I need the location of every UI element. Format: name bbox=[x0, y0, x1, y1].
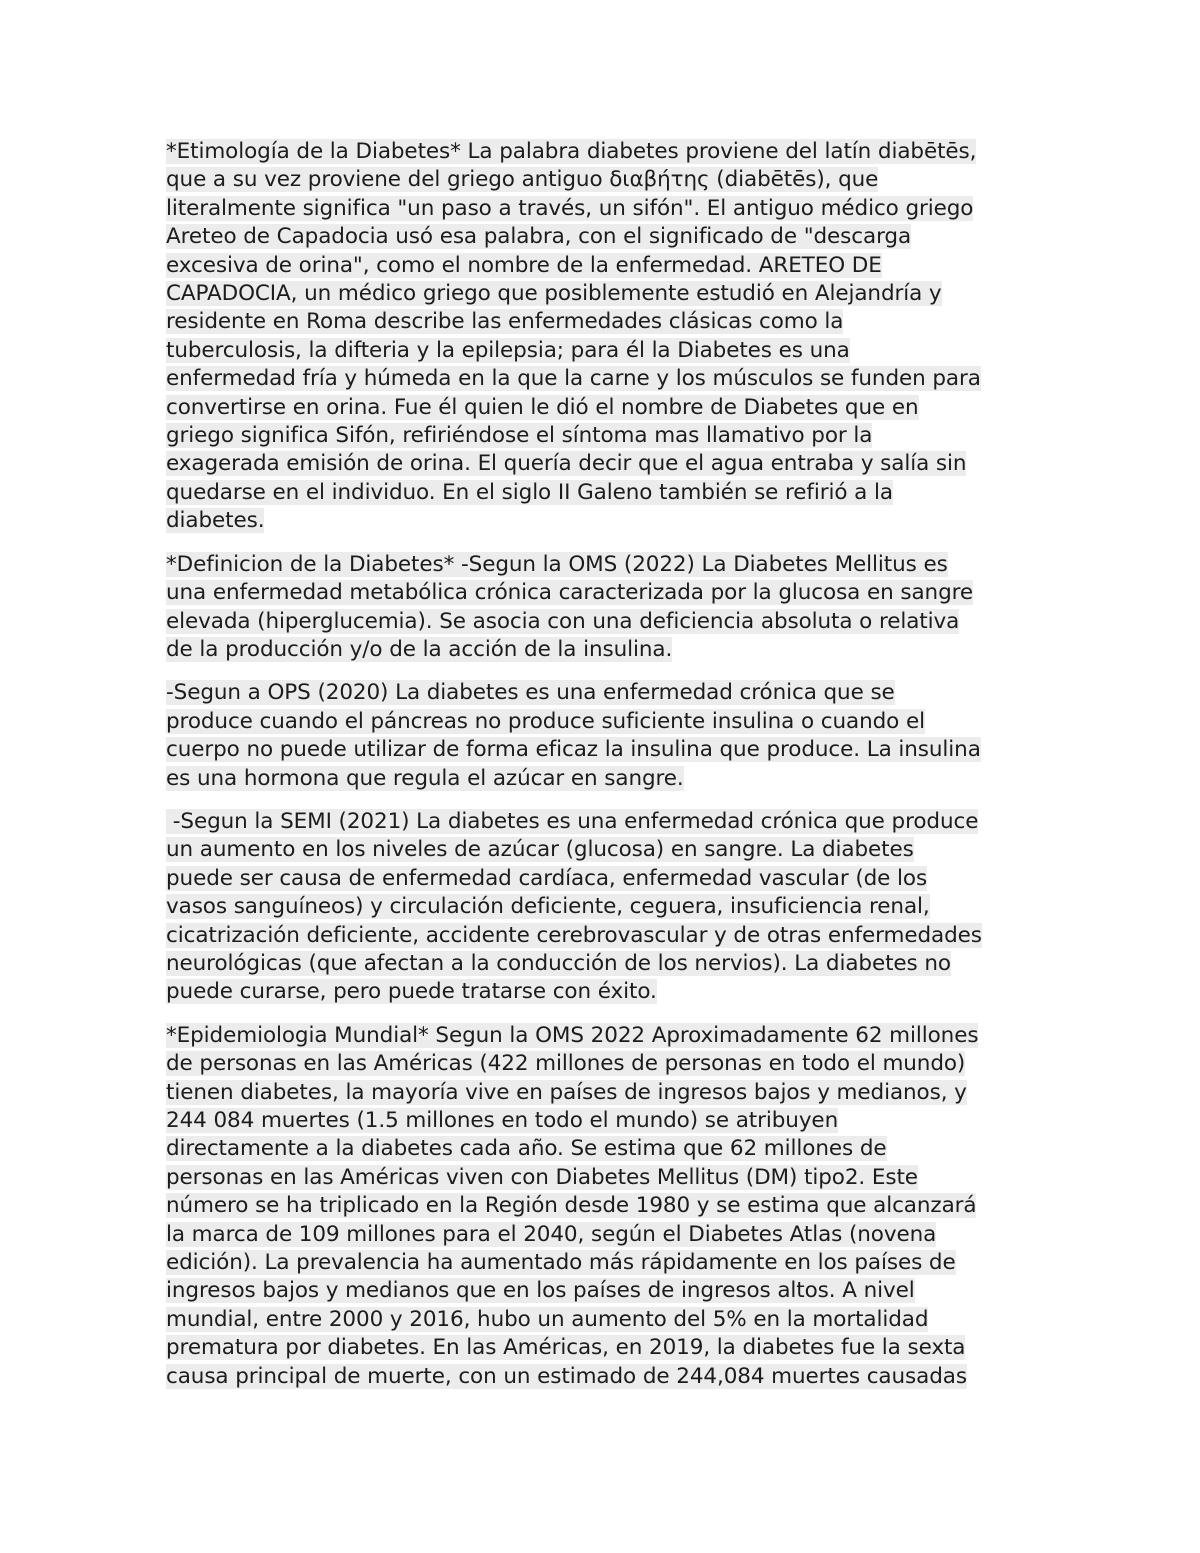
text-line: residente en Roma describe las enfermedades clásicas como la bbox=[166, 309, 844, 335]
text-line: convertirse en orina. Fue él quien le dió el nombre de Diabetes que en bbox=[166, 394, 919, 420]
text-line: ingresos bajos y medianos que en los países de ingresos altos. A nivel bbox=[166, 1278, 915, 1304]
text-line: un aumento en los niveles de azúcar (glucosa) en sangre. La diabetes bbox=[166, 837, 914, 863]
text-line: elevada (hiperglucemia). Se asocia con una deficiencia absoluta o relativa bbox=[166, 608, 960, 634]
text-line: tuberculosis, la difteria y la epilepsia; para él la Diabetes es una bbox=[166, 337, 850, 363]
text-line: 244 084 muertes (1.5 millones en todo el mundo) se atribuyen bbox=[166, 1108, 839, 1133]
paragraph-etimologia bbox=[166, 138, 1036, 536]
text-line: número se ha triplicado en la Región desde 1980 y se estima que alcanzará bbox=[166, 1193, 977, 1219]
text-line: CAPADOCIA, un médico griego que posiblemente estudió en Alejandría y bbox=[166, 281, 942, 307]
text-line: exagerada emisión de orina. El quería decir que el agua entraba y salía sin bbox=[166, 451, 967, 477]
text-line: prematura por diabetes. En las Américas, en 2019, la diabetes fue la sexta bbox=[166, 1335, 966, 1361]
text-line: excesiva de orina", como el nombre de la enfermedad. ARETEO DE bbox=[166, 252, 882, 278]
text-line: enfermedad fría y húmeda en la que la carne y los músculos se funden para bbox=[166, 366, 981, 392]
paragraph-definicion-ops bbox=[166, 679, 1036, 793]
text-line: cuerpo no puede utilizar de forma eficaz la insulina que produce. La insulina bbox=[166, 737, 981, 763]
text-line: -Segun a OPS (2020) La diabetes es una enfermedad crónica que se bbox=[166, 680, 895, 706]
text-line: una enfermedad metabólica crónica caracterizada por la glucosa en sangre bbox=[166, 580, 974, 606]
text-line: quedarse en el individuo. En el siglo II Galeno también se refirió a la bbox=[166, 479, 893, 505]
text-line: que a su vez proviene del griego antiguo διαβήτης (diabētēs), que bbox=[166, 167, 879, 193]
text-line: es una hormona que regula el azúcar en sangre. bbox=[166, 765, 684, 791]
text-line: de la producción y/o de la acción de la insulina. bbox=[166, 636, 673, 662]
text-line: vasos sanguíneos) y circulación deficiente, ceguera, insuficiencia renal, bbox=[166, 894, 930, 920]
text-line: de personas en las Américas (422 millones de personas en todo el mundo) bbox=[166, 1051, 966, 1077]
text-line: puede ser causa de enfermedad cardíaca, enfermedad vascular (de los bbox=[166, 865, 928, 891]
text-line: -Segun la SEMI (2021) La diabetes es una enfermedad crónica que produce bbox=[166, 808, 979, 834]
paragraph-definicion-oms bbox=[166, 551, 1036, 665]
text-line: *Epidemiologia Mundial* Segun la OMS 2022 Aproximadamente 62 millones bbox=[166, 1022, 979, 1048]
text-line: tienen diabetes, la mayoría vive en países de ingresos bajos y medianos, y bbox=[166, 1079, 967, 1105]
text-line: produce cuando el páncreas no produce suficiente insulina o cuando el bbox=[166, 708, 925, 734]
text-line: diabetes. bbox=[166, 508, 265, 534]
text-line: la marca de 109 millones para el 2040, según el Diabetes Atlas (novena bbox=[166, 1221, 937, 1247]
text-line: griego significa Sifón, refiriéndose el síntoma mas llamativo por la bbox=[166, 423, 873, 449]
text-line: mundial, entre 2000 y 2016, hubo un aumento del 5% en la mortalidad bbox=[166, 1306, 929, 1332]
text-line: neurológicas (que afectan a la conducción de los nervios). La diabetes no bbox=[166, 950, 951, 976]
document-body bbox=[166, 138, 1036, 1406]
paragraph-epidemiologia bbox=[166, 1022, 1036, 1391]
text-line: edición). La prevalencia ha aumentado más rápidamente en los países de bbox=[166, 1250, 956, 1276]
text-line: puede curarse, pero puede tratarse con éxito. bbox=[166, 979, 657, 1005]
text-line: causa principal de muerte, con un estimado de 244,084 muertes causadas bbox=[166, 1363, 967, 1389]
paragraph-definicion-semi bbox=[166, 808, 1036, 1007]
text-line: *Definicion de la Diabetes* -Segun la OMS (2022) La Diabetes Mellitus es bbox=[166, 551, 948, 577]
text-line: *Etimología de la Diabetes* La palabra diabetes proviene del latín diabētēs, bbox=[166, 139, 977, 164]
text-line: cicatrización deficiente, accidente cerebrovascular y de otras enfermedades bbox=[166, 922, 982, 948]
text-line: Areteo de Capadocia usó esa palabra, con el significado de "descarga bbox=[166, 224, 912, 250]
text-line: directamente a la diabetes cada año. Se estima que 62 millones de bbox=[166, 1136, 887, 1162]
text-line: personas en las Américas viven con Diabetes Mellitus (DM) tipo2. Este bbox=[166, 1164, 918, 1190]
text-line: literalmente significa "un paso a través, un sifón". El antiguo médico griego bbox=[166, 195, 974, 221]
